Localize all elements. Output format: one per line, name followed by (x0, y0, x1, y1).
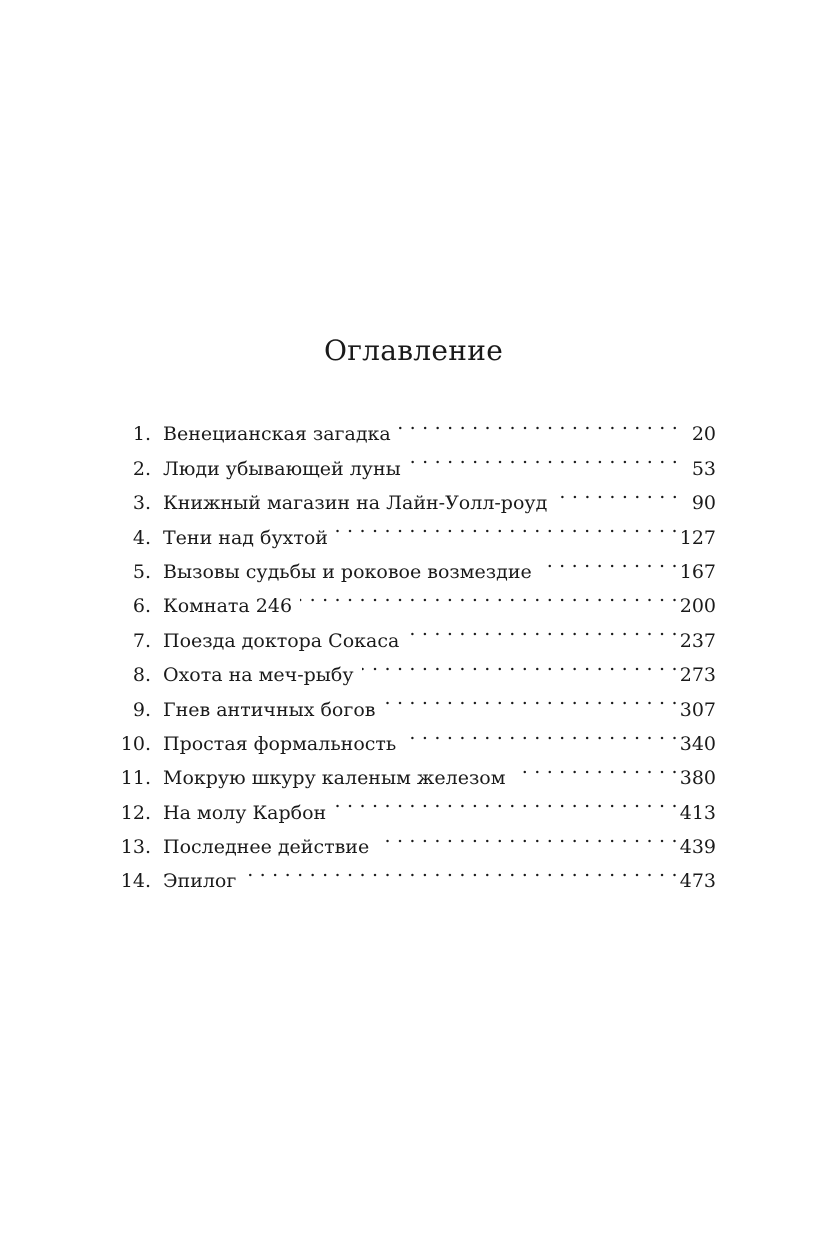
toc-entry-number: 5. (132, 560, 151, 583)
toc-dot-leader (383, 681, 677, 715)
toc-entry-title: Венецианская загадка (163, 423, 391, 446)
toc-entry-title: Мокрую шкуру каленым железом (163, 767, 506, 790)
toc-dot-leader (300, 578, 678, 612)
toc-entry-number: 11. (120, 767, 151, 790)
toc-entry-number: 1. (132, 423, 151, 446)
toc-entry-title: Эпилог (163, 870, 237, 893)
toc-entry-number: 14. (120, 870, 151, 893)
toc-dot-leader (514, 750, 678, 784)
toc-entry-page: 53 (691, 457, 716, 480)
toc-entry-page: 413 (679, 801, 716, 824)
toc-entry-title: Поезда доктора Сокаса (163, 629, 400, 652)
toc-dot-leader (404, 716, 677, 750)
toc-entry-number: 6. (132, 595, 151, 618)
toc-entry-number: 7. (132, 629, 151, 652)
toc-entry-page: 90 (691, 492, 716, 515)
toc-dot-leader (409, 440, 678, 474)
toc-dot-leader (336, 509, 678, 543)
toc-entry-page: 439 (679, 836, 716, 859)
toc-dot-leader (334, 784, 678, 818)
toc-entry-number: 8. (132, 664, 151, 687)
toc-dot-leader (244, 853, 677, 887)
toc-entry-page: 200 (679, 595, 716, 618)
toc-dot-leader (362, 647, 678, 681)
toc-list (118, 406, 716, 893)
toc-entry-title: На молу Карбон (163, 801, 327, 824)
toc-entry-title: Вызовы судьбы и роковое возмездие (163, 560, 532, 583)
toc-entry-page: 473 (679, 870, 716, 893)
toc-entry-title: Комната 246 (163, 595, 293, 618)
toc-entry-title: Тени над бухтой (163, 526, 328, 549)
toc-entry-number: 13. (120, 836, 151, 859)
toc-dot-leader (377, 819, 678, 853)
toc-entry-title: Охота на меч-рыбу (163, 664, 354, 687)
toc-dot-leader (555, 475, 678, 509)
toc-entry-title: Последнее действие (163, 836, 370, 859)
toc-entry-title: Простая формальность (163, 732, 397, 755)
toc-entry[interactable] (118, 406, 716, 446)
toc-entry-number: 4. (132, 526, 151, 549)
toc-dot-leader (399, 406, 678, 440)
toc-entry-number: 2. (132, 457, 151, 480)
toc-entry-title: Люди убывающей луны (163, 457, 401, 480)
toc-entry-page: 273 (679, 664, 716, 687)
toc-entry-page: 380 (679, 767, 716, 790)
toc-entry-page: 237 (679, 629, 716, 652)
toc-dot-leader (540, 544, 678, 578)
toc-entry-page: 20 (691, 423, 716, 446)
toc-dot-leader (407, 612, 677, 646)
toc-entry-number: 3. (132, 492, 151, 515)
toc-entry-title: Гнев античных богов (163, 698, 376, 721)
toc-entry-page: 307 (679, 698, 716, 721)
toc-entry-page: 127 (679, 526, 716, 549)
toc-entry-page: 167 (679, 560, 716, 583)
toc-entry-number: 9. (132, 698, 151, 721)
toc-entry-title: Книжный магазин на Лайн-Уолл-роуд (163, 492, 548, 515)
toc-title: Оглавление (323, 334, 504, 367)
toc-entry-page: 340 (679, 732, 716, 755)
toc-entry-number: 10. (120, 732, 151, 755)
toc-entry-number: 12. (120, 801, 151, 824)
